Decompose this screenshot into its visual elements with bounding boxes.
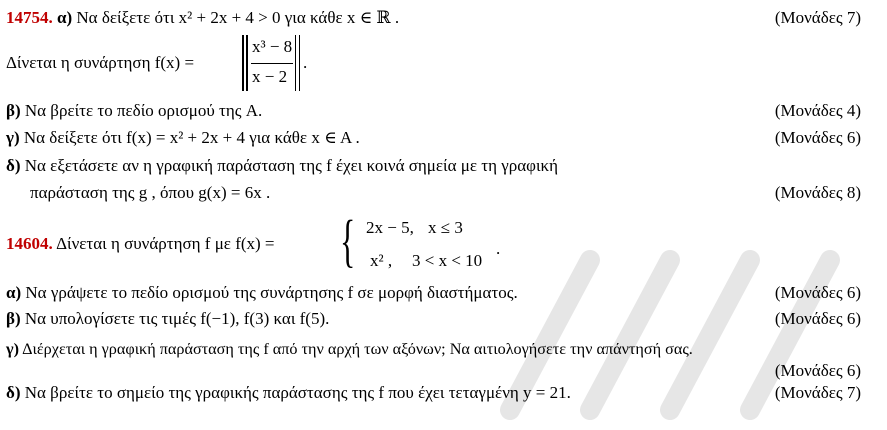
- problem2-c-text: Διέρχεται η γραφική παράσταση της f από την αρχή των αξόνων; Να αιτιολογήσετε την απάντησή σας.: [22, 340, 693, 358]
- problem1-c-text: Να δείξετε ότι f(x) = x² + 2x + 4 για κάθε x ∈ A .: [23, 128, 360, 147]
- problem2-brace: {: [340, 208, 356, 273]
- problem2-d-label: δ): [6, 383, 21, 402]
- problem2-case2-expr: x² ,: [370, 251, 393, 270]
- problem2-line-c: [6, 338, 693, 360]
- problem2-case1-expr: 2x − 5,: [366, 218, 414, 237]
- problem1-line-a: [6, 7, 399, 29]
- problem1-b-points: (Μονάδες 4): [774, 101, 861, 120]
- problem1-d-text1: Να εξετάσετε αν η γραφική παράσταση της f έχει κοινά σημεία με τη γραφική: [24, 156, 558, 175]
- problem2-line-d: [6, 382, 571, 404]
- problem2-b-text: Να υπολογίσετε τις τιμές f(−1), f(3) και f(5).: [24, 309, 330, 328]
- problem2-c-points: (Μονάδες 6): [774, 361, 861, 380]
- problem1-d-points: (Μονάδες 8): [774, 183, 861, 202]
- problem2-a-points: (Μονάδες 6): [774, 283, 861, 302]
- problem1-a-label: α): [57, 8, 73, 27]
- problem2-d-points: (Μονάδες 7): [774, 383, 861, 402]
- problem1-d-text2: παράσταση της g , όπου g(x) = 6x .: [30, 183, 271, 202]
- problem1-frac-denominator: x − 2: [252, 67, 288, 86]
- problem2-line-a: [6, 282, 518, 304]
- problem1-d-label: δ): [6, 156, 21, 175]
- problem1-b-label: β): [6, 101, 21, 120]
- problem1-b-text: Να βρείτε το πεδίο ορισμού της A.: [24, 101, 263, 120]
- problem2-given-end: .: [496, 239, 501, 258]
- problem1-number: 14754.: [6, 8, 53, 27]
- problem2-case2-cond: 3 < x < 10: [412, 251, 483, 270]
- problem1-given-end: .: [303, 53, 308, 72]
- problem2-d-text: Να βρείτε το σημείο της γραφικής παράστασης της f που έχει τεταγμένη y = 21.: [24, 383, 571, 402]
- problem2-case1-cond: x ≤ 3: [428, 218, 463, 237]
- problem1-line-b: [6, 100, 262, 122]
- problem2-c-label: γ): [6, 340, 19, 358]
- problem1-line-d1: [6, 155, 558, 177]
- problem2-a-text: Να γράψετε το πεδίο ορισμού της συνάρτησης f σε μορφή διαστήματος.: [25, 283, 518, 302]
- problem1-abs-fraction: [242, 33, 302, 95]
- problem1-given-text: Δίνεται η συνάρτηση f(x) =: [6, 53, 195, 72]
- problem2-b-points: (Μονάδες 6): [774, 309, 861, 328]
- problem2-a-label: α): [6, 283, 22, 302]
- problem1-c-label: γ): [6, 128, 20, 147]
- problem2-number: 14604.: [6, 234, 53, 253]
- problem1-c-points: (Μονάδες 6): [774, 128, 861, 147]
- problem1-a-points: (Μονάδες 7): [774, 8, 861, 27]
- problem2-line-given: [6, 233, 275, 255]
- problem2-b-label: β): [6, 309, 21, 328]
- problem1-line-c: [6, 127, 360, 149]
- problem1-frac-numerator: x³ − 8: [252, 37, 293, 56]
- problem2-line-b: [6, 308, 329, 330]
- problem1-a-text: Να δείξετε ότι x² + 2x + 4 > 0 για κάθε x ∈ ℝ .: [76, 8, 400, 27]
- problem2-given-text: Δίνεται η συνάρτηση f με f(x) =: [56, 234, 275, 253]
